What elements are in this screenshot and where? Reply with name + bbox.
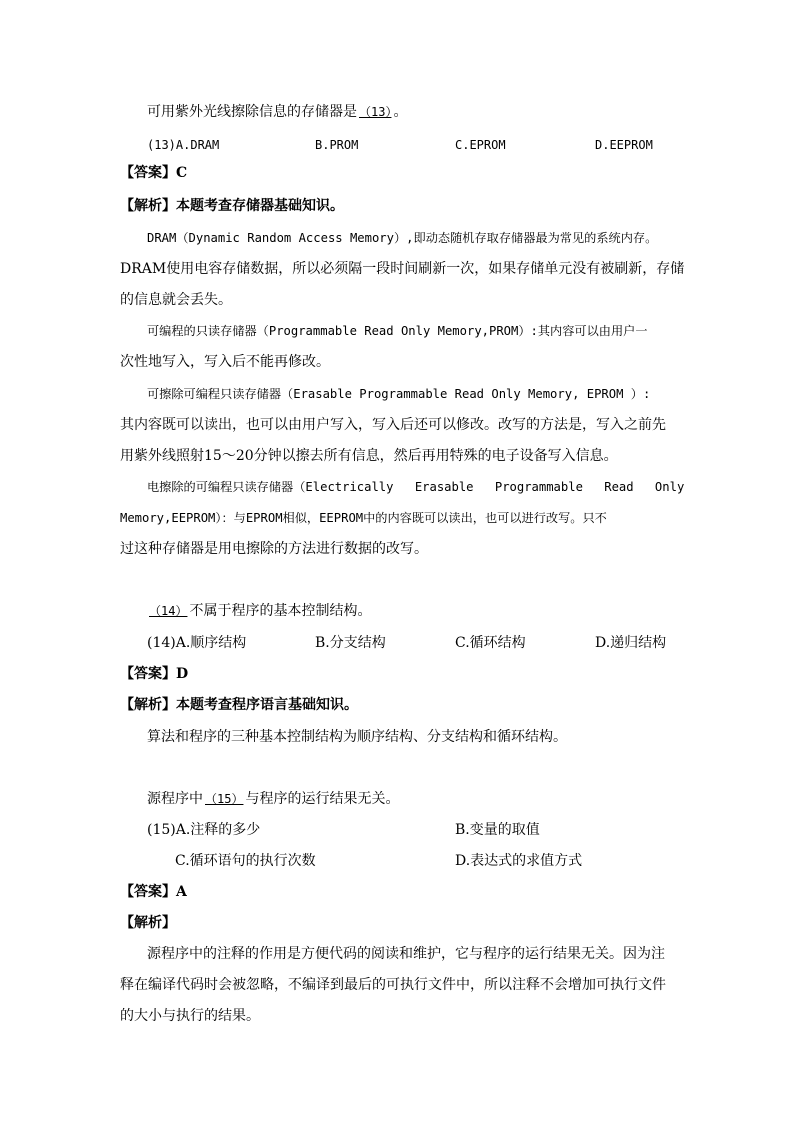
q14-blank: （14） (149, 604, 188, 618)
q13-option-c: C.EPROM (455, 138, 506, 152)
q14-answer (120, 664, 188, 684)
q15-option-b: B.变量的取值 (455, 822, 540, 838)
q15-blank: （15） (205, 792, 244, 806)
q14-analysis-label: 【解析】 (120, 697, 176, 713)
q13-analysis-p4-line1: 电擦除的可编程只读存储器（Electrically Erasable Programmable Read Only (147, 480, 685, 494)
q13-analysis-p3-line2: 其内容既可以读出，也可以由用户写入，写入后还可以修改。改写的方法是，写入之前先 (120, 417, 666, 433)
q15-option-d: D.表达式的求值方式 (455, 853, 583, 869)
q13-blank: （13） (359, 105, 392, 119)
q15-analysis-p1-line3: 的大小与执行的结果。 (120, 1008, 260, 1024)
q13-stem (147, 102, 407, 122)
q13-answer (120, 163, 187, 183)
q13-stem-text: 可用紫外光线擦除信息的存储器是 (147, 104, 357, 120)
q13-answer-label: 【答案】 (120, 165, 176, 181)
q13-option-b: B.PROM (315, 138, 359, 152)
q14-analysis-p1-line1: 算法和程序的三种基本控制结构为顺序结构、分支结构和循环结构。 (147, 729, 567, 745)
q14-stem (147, 601, 371, 621)
q13-analysis-p2-line1: 可编程的只读存储器（Programmable Read Only Memory,PROM）:其内容可以由用户一 (147, 324, 648, 338)
q13-analysis-label: 【解析】 (120, 198, 176, 214)
q15-analysis-p1-line1: 源程序中的注释的作用是方便代码的阅读和维护，它与程序的运行结果无关。因为注 (147, 946, 665, 962)
q15-stem (147, 789, 399, 809)
q13-analysis-p3-line1: 可擦除可编程只读存储器（Erasable Programmable Read Only Memory, EPROM ）: (147, 387, 651, 401)
q15-answer-value: A (176, 884, 187, 900)
q14-option-c: C.循环结构 (455, 635, 526, 651)
q13-option-d: D.EEPROM (595, 138, 653, 152)
q13-analysis-title: 本题考查存储器基础知识。 (176, 198, 344, 214)
q14-analysis-title: 本题考查程序语言基础知识。 (176, 697, 358, 713)
q15-answer (120, 882, 187, 902)
q15-analysis-p1-line2: 释在编译代码时会被忽略，不编译到最后的可执行文件中，所以注释不会增加可执行文件 (120, 977, 666, 993)
q15-stem-text: 源程序中 (147, 791, 203, 807)
q13-analysis-p3-line3: 用紫外线照射15～20分钟以擦去所有信息，然后再用特殊的电子设备写入信息。 (120, 448, 618, 464)
q13-option-a: (13)A.DRAM (147, 138, 220, 152)
q15-analysis-heading: 【解析】 (120, 915, 176, 931)
q13-stem-end: 。 (393, 104, 408, 120)
q15-stem-end: 与程序的运行结果无关。 (245, 791, 400, 807)
q15-answer-label: 【答案】 (120, 884, 176, 900)
q13-analysis-p2-line2: 次性地写入，写入后不能再修改。 (120, 354, 330, 370)
q13-analysis-p1-line1: DRAM（Dynamic Random Access Memory）,即动态随机存取存储器最为常见的系统内存。 (147, 231, 658, 245)
q13-answer-value: C (176, 165, 188, 181)
q13-analysis-p4-line2: Memory,EEPROM）：与EPROM相似，EEPROM中的内容既可以读出，也可以进行改写。只不 (120, 511, 607, 525)
q15-option-c: C.循环语句的执行次数 (175, 853, 316, 869)
q14-analysis-heading (120, 695, 358, 715)
q14-answer-value: D (176, 666, 189, 682)
q13-analysis-p1-line3: 的信息就会丢失。 (120, 292, 232, 308)
q15-option-a: (15)A.注释的多少 (147, 822, 261, 838)
q14-answer-label: 【答案】 (120, 666, 176, 682)
q13-analysis-p1-line2: DRAM使用电容存储数据，所以必须隔一段时间刷新一次，如果存储单元没有被刷新，存储 (120, 261, 685, 277)
q13-analysis-p4-line3: 过这种存储器是用电擦除的方法进行数据的改写。 (120, 541, 428, 557)
q14-stem-text: 不属于程序的基本控制结构。 (189, 603, 372, 619)
q13-analysis-heading (120, 196, 344, 216)
q14-option-b: B.分支结构 (315, 635, 386, 651)
q14-option-a: (14)A.顺序结构 (147, 635, 247, 651)
q14-option-d: D.递归结构 (595, 635, 667, 651)
